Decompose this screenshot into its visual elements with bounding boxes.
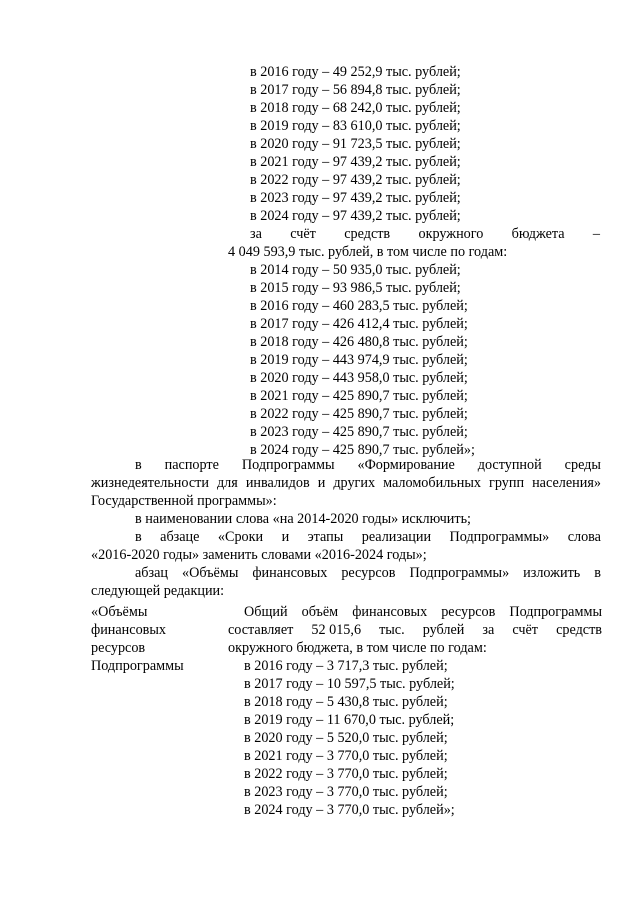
word: «Формирование xyxy=(357,457,455,473)
funding-total-line: окружного бюджета, в том числе по годам: xyxy=(228,640,487,656)
word: Подпрограммы» xyxy=(449,529,550,545)
list-item: в 2024 году – 3 770,0 тыс. рублей»; xyxy=(244,802,455,818)
word: «Объёмы xyxy=(182,565,239,581)
label-line: ресурсов xyxy=(91,640,146,656)
list-item: в 2015 году – 93 986,5 тыс. рублей; xyxy=(250,280,461,296)
list-item: в 2019 году – 443 974,9 тыс. рублей; xyxy=(250,352,468,368)
word: составляет xyxy=(228,622,294,638)
word: паспорте xyxy=(164,457,219,473)
list-item: в 2024 году – 425 890,7 тыс. рублей»; xyxy=(250,442,475,458)
list-item: в 2021 году – 425 890,7 тыс. рублей; xyxy=(250,388,468,404)
list-item: в 2020 году – 5 520,0 тыс. рублей; xyxy=(244,730,448,746)
word: средств xyxy=(344,226,391,242)
label-line: Подпрограммы xyxy=(91,658,184,674)
word: абзаце xyxy=(160,529,200,545)
list-item: в 2022 году – 97 439,2 тыс. рублей; xyxy=(250,172,461,188)
amendment-paragraph-line xyxy=(135,564,601,582)
word: Подпрограммы» xyxy=(409,565,510,581)
passport-paragraph-line: Государственной программы»: xyxy=(91,493,277,509)
list-item: в 2016 году – 49 252,9 тыс. рублей; xyxy=(250,64,461,80)
list-item: в 2022 году – 3 770,0 тыс. рублей; xyxy=(244,766,448,782)
word: финансовых xyxy=(252,565,328,581)
list-item: в 2022 году – 425 890,7 тыс. рублей; xyxy=(250,406,468,422)
word: в xyxy=(594,565,601,581)
list-item: в 2019 году – 83 610,0 тыс. рублей; xyxy=(250,118,461,134)
list-item: в 2017 году – 56 894,8 тыс. рублей; xyxy=(250,82,461,98)
word: счёт xyxy=(290,226,316,242)
word: ресурсов xyxy=(341,565,396,581)
list-item: в 2014 году – 50 935,0 тыс. рублей; xyxy=(250,262,461,278)
funding-total-line xyxy=(228,621,602,639)
word: групп xyxy=(489,475,525,491)
word: и xyxy=(317,475,326,491)
word: объём xyxy=(301,604,339,620)
passport-paragraph-line xyxy=(135,456,601,474)
label-line: финансовых xyxy=(91,622,166,638)
list-item: в 2018 году – 5 430,8 тыс. рублей; xyxy=(244,694,448,710)
word: реализации xyxy=(361,529,432,545)
list-item: в 2016 году – 460 283,5 тыс. рублей; xyxy=(250,298,468,314)
word: в xyxy=(135,457,142,473)
list-item: в 2021 году – 97 439,2 тыс. рублей; xyxy=(250,154,461,170)
word: изложить xyxy=(523,565,581,581)
word: среды xyxy=(564,457,601,473)
word: этапы xyxy=(307,529,344,545)
list-item: в 2020 году – 91 723,5 тыс. рублей; xyxy=(250,136,461,152)
list-item: в 2023 году – 3 770,0 тыс. рублей; xyxy=(244,784,448,800)
word: для xyxy=(216,475,238,491)
district-budget-total: 4 049 593,9 тыс. рублей, в том числе по годам: xyxy=(228,244,508,260)
word: за xyxy=(482,622,495,638)
word: жизнедеятельности xyxy=(91,475,209,491)
list-item: в 2018 году – 68 242,0 тыс. рублей; xyxy=(250,100,461,116)
word: инвалидов xyxy=(245,475,310,491)
word: счёт xyxy=(512,622,539,638)
word: бюджета xyxy=(511,226,565,242)
word: за xyxy=(250,226,262,242)
word: «Сроки xyxy=(217,529,264,545)
word: абзац xyxy=(135,565,169,581)
word: средств xyxy=(556,622,602,638)
funding-total-line xyxy=(244,603,602,621)
amendment-paragraph-line xyxy=(135,528,601,546)
list-item: в 2018 году – 426 480,8 тыс. рублей; xyxy=(250,334,468,350)
amendment-paragraph-line: следующей редакции: xyxy=(91,583,225,599)
word: доступной xyxy=(477,457,542,473)
passport-paragraph-line xyxy=(91,474,601,492)
list-item: в 2023 году – 97 439,2 тыс. рублей; xyxy=(250,190,461,206)
list-item: в 2016 году – 3 717,3 тыс. рублей; xyxy=(244,658,448,674)
word: ресурсов xyxy=(441,604,496,620)
list-item: в 2019 году – 11 670,0 тыс. рублей; xyxy=(244,712,455,728)
word: окружного xyxy=(418,226,484,242)
list-item: в 2024 году – 97 439,2 тыс. рублей; xyxy=(250,208,461,224)
list-item: в 2017 году – 426 412,4 тыс. рублей; xyxy=(250,316,468,332)
amendment-paragraph-line: «2016-2020 годы» заменить словами «2016-2024 годы»; xyxy=(91,547,427,563)
word: в xyxy=(135,529,142,545)
word: финансовых xyxy=(352,604,428,620)
word: слова xyxy=(567,529,601,545)
word: – xyxy=(592,226,600,242)
list-item: в 2020 году – 443 958,0 тыс. рублей; xyxy=(250,370,468,386)
list-item: в 2023 году – 425 890,7 тыс. рублей; xyxy=(250,424,468,440)
word: маломобильных xyxy=(383,475,481,491)
list-item: в 2017 году – 10 597,5 тыс. рублей; xyxy=(244,676,455,692)
word: и xyxy=(281,529,290,545)
word: тыс. xyxy=(379,622,405,638)
word: населения» xyxy=(532,475,601,491)
word: рублей xyxy=(422,622,465,638)
word: Подпрограммы xyxy=(509,604,602,620)
word: других xyxy=(333,475,376,491)
word: Подпрограммы xyxy=(241,457,335,473)
amendment-paragraph: в наименовании слова «на 2014-2020 годы» исключить; xyxy=(135,511,472,527)
word: Общий xyxy=(244,604,288,620)
district-budget-line xyxy=(250,225,600,243)
label-line: «Объёмы xyxy=(91,604,148,620)
word: 52 015,6 xyxy=(311,622,362,638)
list-item: в 2021 году – 3 770,0 тыс. рублей; xyxy=(244,748,448,764)
